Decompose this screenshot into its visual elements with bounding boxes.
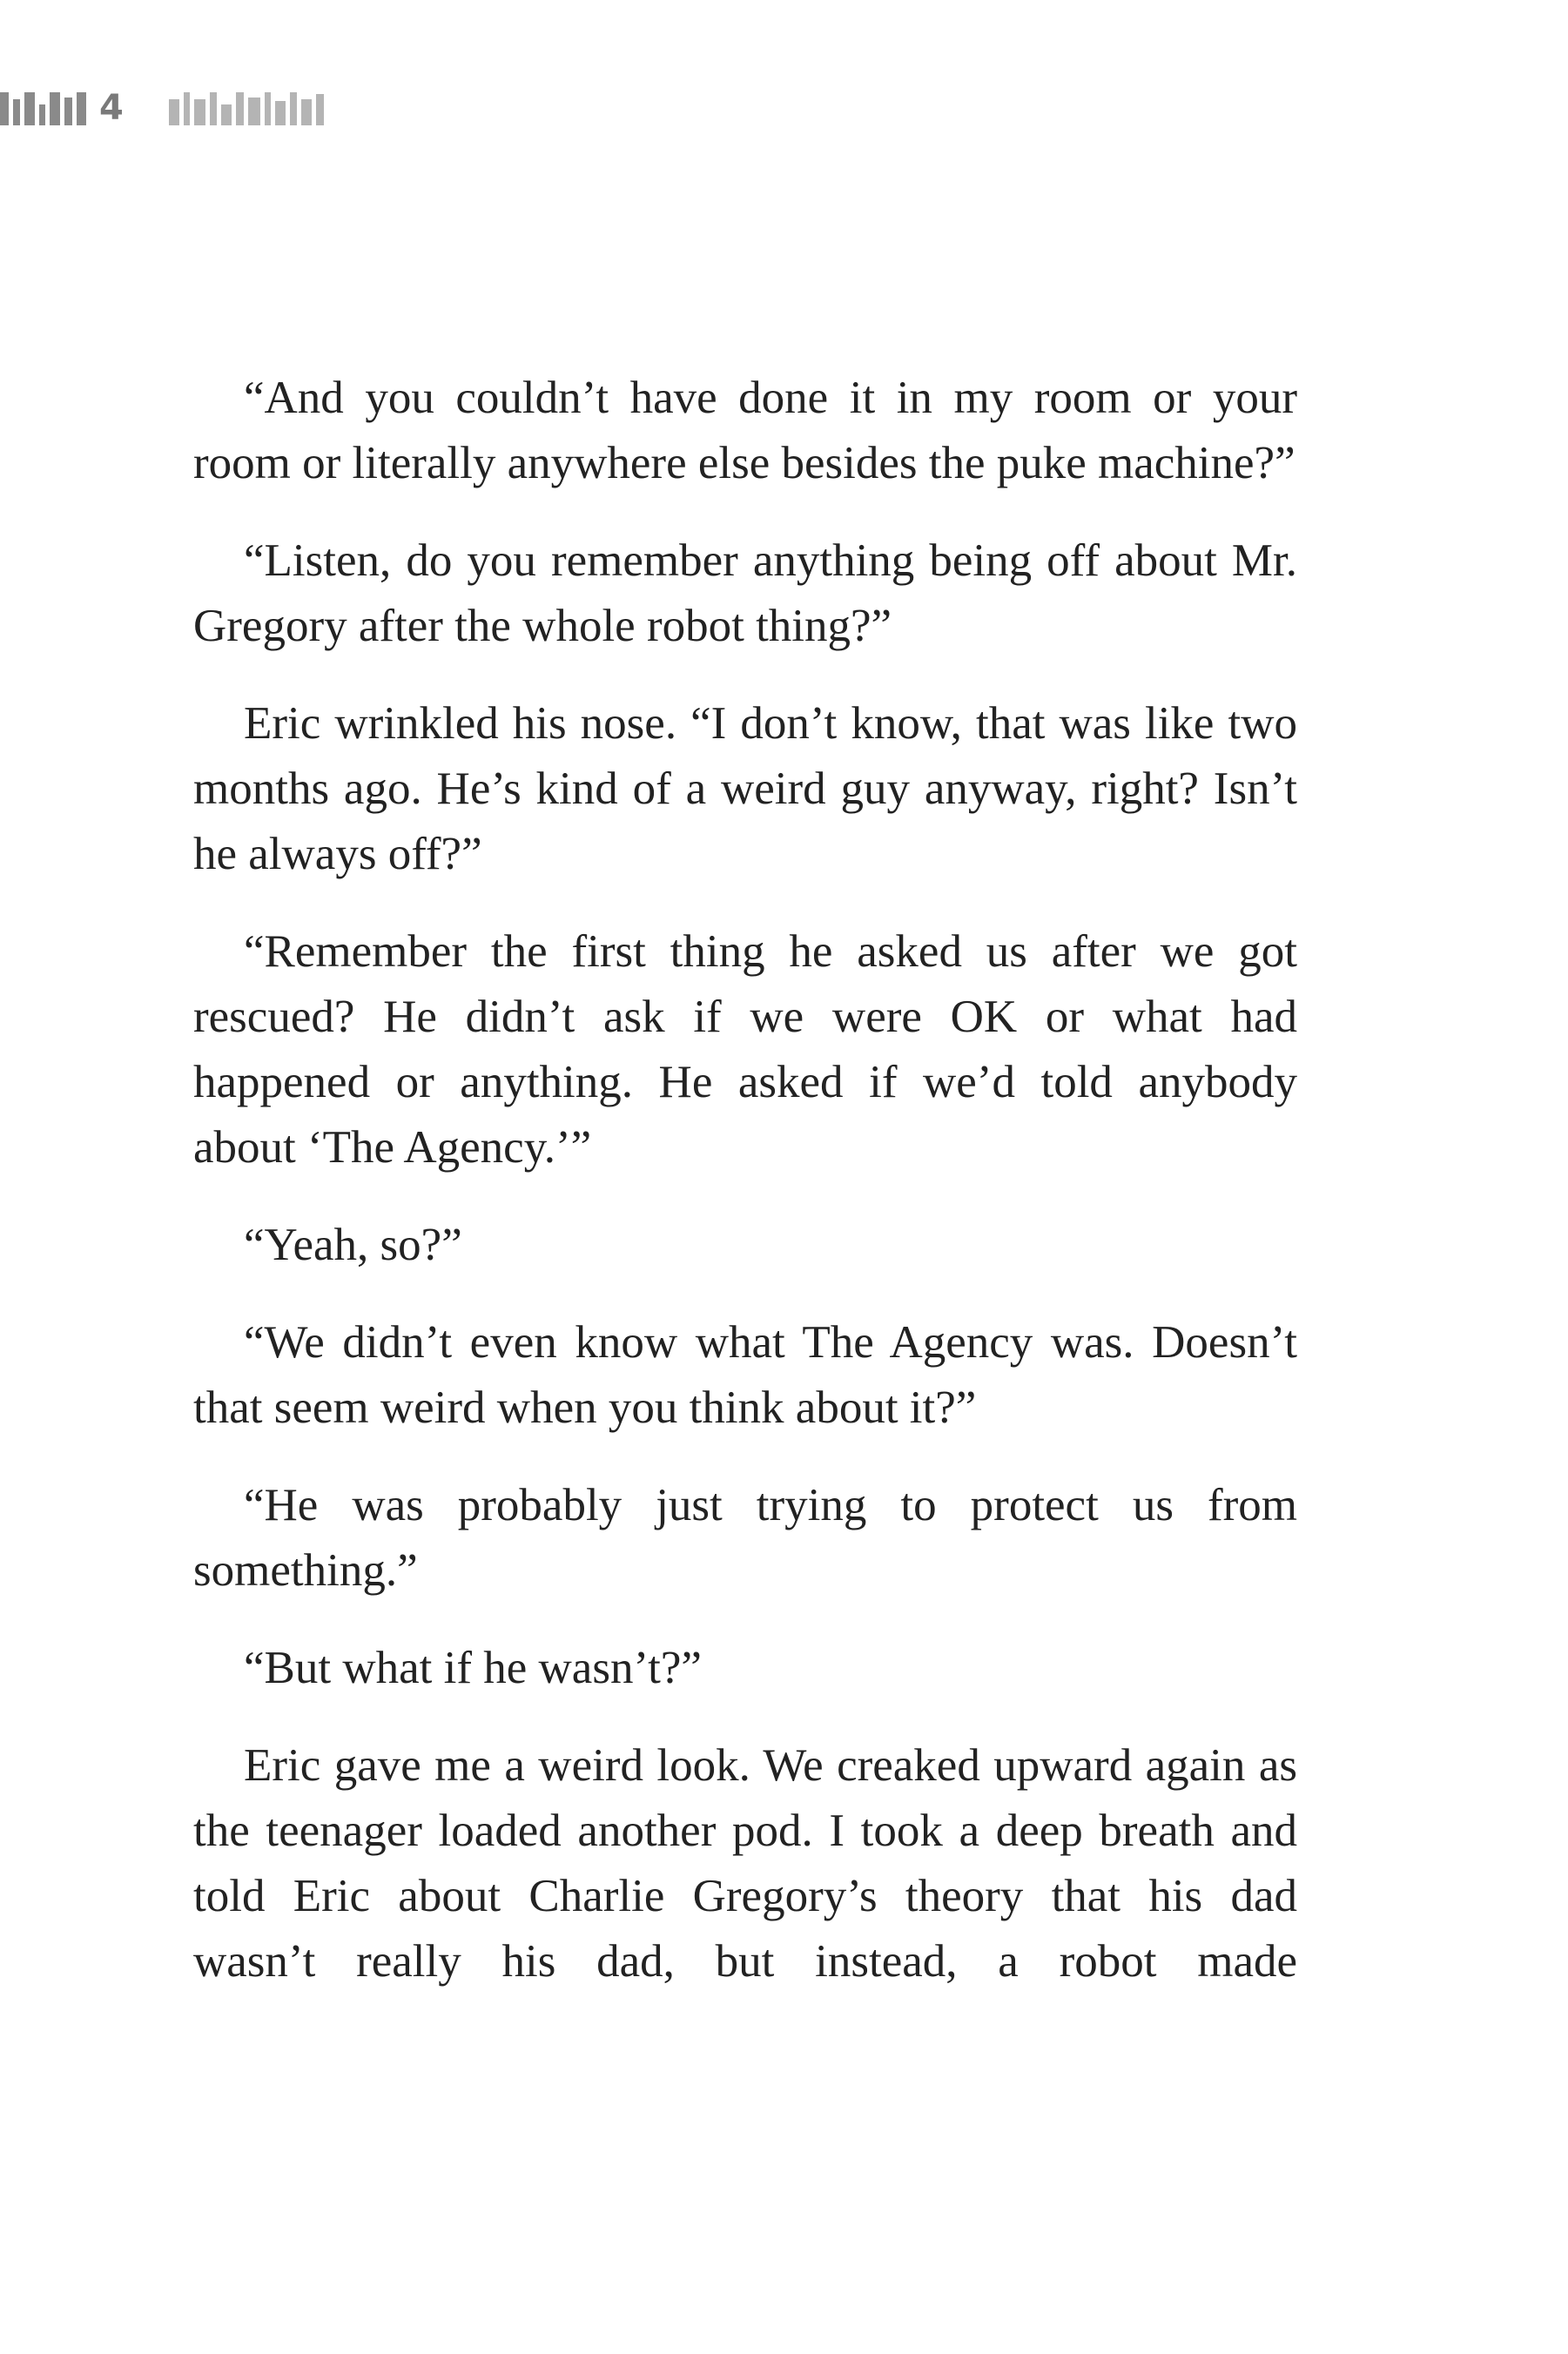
- paragraph: “Listen, do you remember anything being off about Mr. Gregory after the whole robot thing?”: [193, 535, 1297, 651]
- paragraph: “But what if he wasn’t?”: [244, 1643, 702, 1693]
- paragraph: “Remember the first thing he asked us after we got rescued? He didn’t ask if we were OK or what had happened or anything. He asked if we’d told anybody about ‘The Agency.’”: [193, 926, 1297, 1173]
- running-head: [0, 85, 328, 131]
- body-text: [193, 366, 1297, 1994]
- paragraph: “And you couldn’t have done it in my room or your room or literally anywhere else besides the puke machine?”: [193, 373, 1297, 488]
- paragraph: “Yeah, so?”: [244, 1220, 462, 1270]
- paragraph: “He was probably just trying to protect us from something.”: [193, 1480, 1297, 1596]
- glitched-chapter-title-icon: [169, 91, 328, 125]
- paragraph: “We didn’t even know what The Agency was. Doesn’t that seem weird when you think about it?”: [193, 1317, 1297, 1433]
- paragraph: Eric wrinkled his nose. “I don’t know, that was like two months ago. He’s kind of a weird guy anyway, right? Isn’t he always off?”: [193, 698, 1297, 879]
- glitched-chapter-label-icon: [0, 91, 91, 125]
- chapter-number: 4: [99, 88, 124, 128]
- paragraph: Eric gave me a weird look. We creaked upward again as the teenager loaded another pod. I took a deep breath and told Eric about Charlie Gregory’s theory that his dad wasn’t really his dad, but instead, a robot made: [193, 1740, 1297, 1987]
